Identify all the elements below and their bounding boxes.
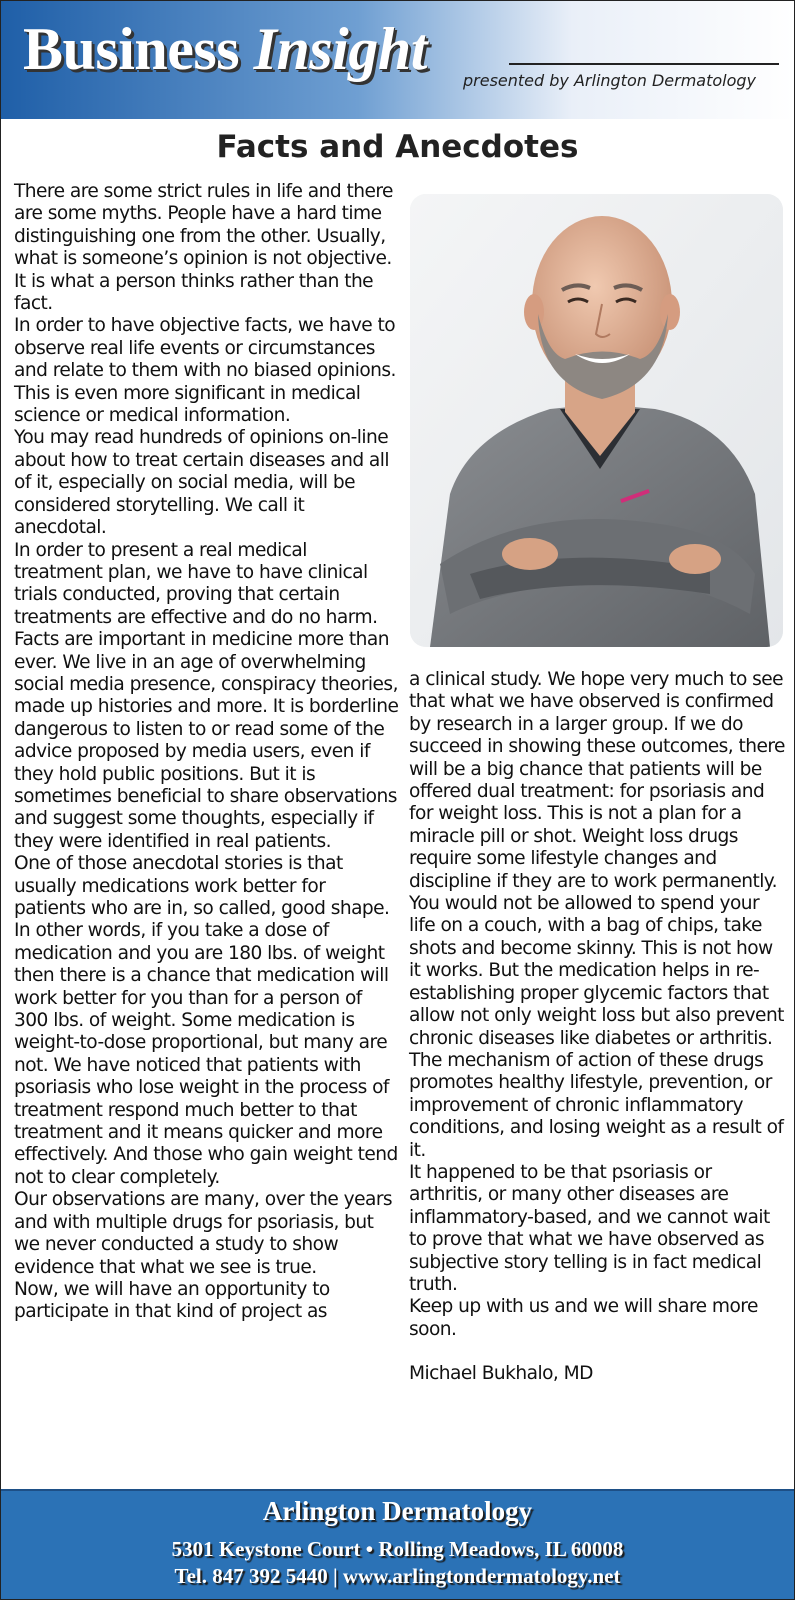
paragraph: One of those anecdotal stories is that usually medications work better for patients who are in, so called, good shape. In other words, if you take a dose of medication and you are 180 lbs. of weight then there is a chance that medication will work better for you than for a person of 300 lbs. of weight. Some medication is weight-to-dose proportional, but many are not. We have noticed that patients with psoriasis who lose weight in the process of treatment respond much better to that treatment and it means quicker and more effectively. And those who gain weight tend not to clear completely.: [14, 853, 398, 1188]
paragraph: In order to present a real medical treatment plan, we have to have clinical trials conducted, proving that certain treatments are effective and do no harm.: [14, 539, 378, 628]
footer-address: 5301 Keystone Court • Rolling Meadows, IL 60008: [171, 1537, 624, 1561]
footer-banner: [1, 1489, 794, 1600]
doctor-portrait-photo: [410, 194, 783, 647]
portrait-illustration: [410, 194, 783, 647]
paragraph: Now, we will have an opportunity to participate in that kind of project as: [14, 1278, 330, 1323]
paragraph: a clinical study. We hope very much to see that what we have observed is confirmed by research in a larger group. If we do succeed in showing these outcomes, there will be a big chance that patients will be offered dual treatment: for psoriasis and for weight loss. This is not a plan for a miracle pill or shot. Weight loss drugs require some lifestyle changes and discipline if they are to work permanently. You would not be allowed to spend your life on a couch, with a bag of chips, take shots and become skinny. This is not how it works. But the medication helps in re-establishing proper glycemic factors that allow not only weight loss but also prevent chronic diseases like diabetes or arthritis.: [409, 669, 785, 1049]
brand-word-business: Business: [23, 16, 240, 82]
paragraph: Keep up with us and we will share more soon.: [409, 1296, 758, 1340]
right-column: [409, 669, 787, 1386]
paragraph: The mechanism of action of these drugs promotes healthy lifestyle, prevention, or improvement of chronic inflammatory conditions, and losing weight as a result of it.: [409, 1049, 784, 1161]
paragraph: There are some strict rules in life and there are some myths. People have a hard time distinguishing one from the other. Usually, what is someone’s opinion is not objective. It is what a person thinks rather than the fact.: [14, 181, 393, 315]
brand-word-insight: Insight: [253, 16, 427, 82]
header-rule: [509, 63, 779, 65]
footer-practice-name: Arlington Dermatology: [262, 1496, 533, 1526]
signature: Michael Bukhalo, MD: [409, 1363, 593, 1385]
spacer: [409, 1341, 787, 1363]
paragraph: Our observations are many, over the years and with multiple drugs for psoriasis, but we never conducted a study to show evidence that what we see is true.: [14, 1189, 393, 1278]
footer-contact: Tel. 847 392 5440 | www.arlingtondermatology.net: [174, 1564, 621, 1588]
header-banner: [1, 1, 794, 119]
left-column: [14, 181, 400, 1324]
paragraph: In order to have objective facts, we have to observe real life events or circumstances and relate to them with no biased opinions. This is even more significant in medical science or medical information.: [14, 315, 396, 427]
paragraph: It happened to be that psoriasis or arthritis, or many other diseases are inflammatory-based, and we cannot wait to prove that what we have observed as subjective story telling is in fact medical truth.: [409, 1161, 770, 1295]
paragraph: Facts are important in medicine more than ever. We live in an age of overwhelming social media presence, conspiracy theories, made up histories and more. It is borderline dangerous to listen to or read some of the advice proposed by media users, even if they hold public positions. But it is sometimes beneficial to share observations and suggest some thoughts, especially if they were identified in real patients.: [14, 629, 399, 852]
brand-title: [23, 15, 427, 84]
presented-by: presented by Arlington Dermatology: [463, 71, 757, 90]
article-title: Facts and Anecdotes: [216, 129, 579, 165]
paragraph: You may read hundreds of opinions on-line about how to treat certain diseases and all of it, especially on social media, will be considered storytelling. We call it anecdotal.: [14, 427, 390, 539]
